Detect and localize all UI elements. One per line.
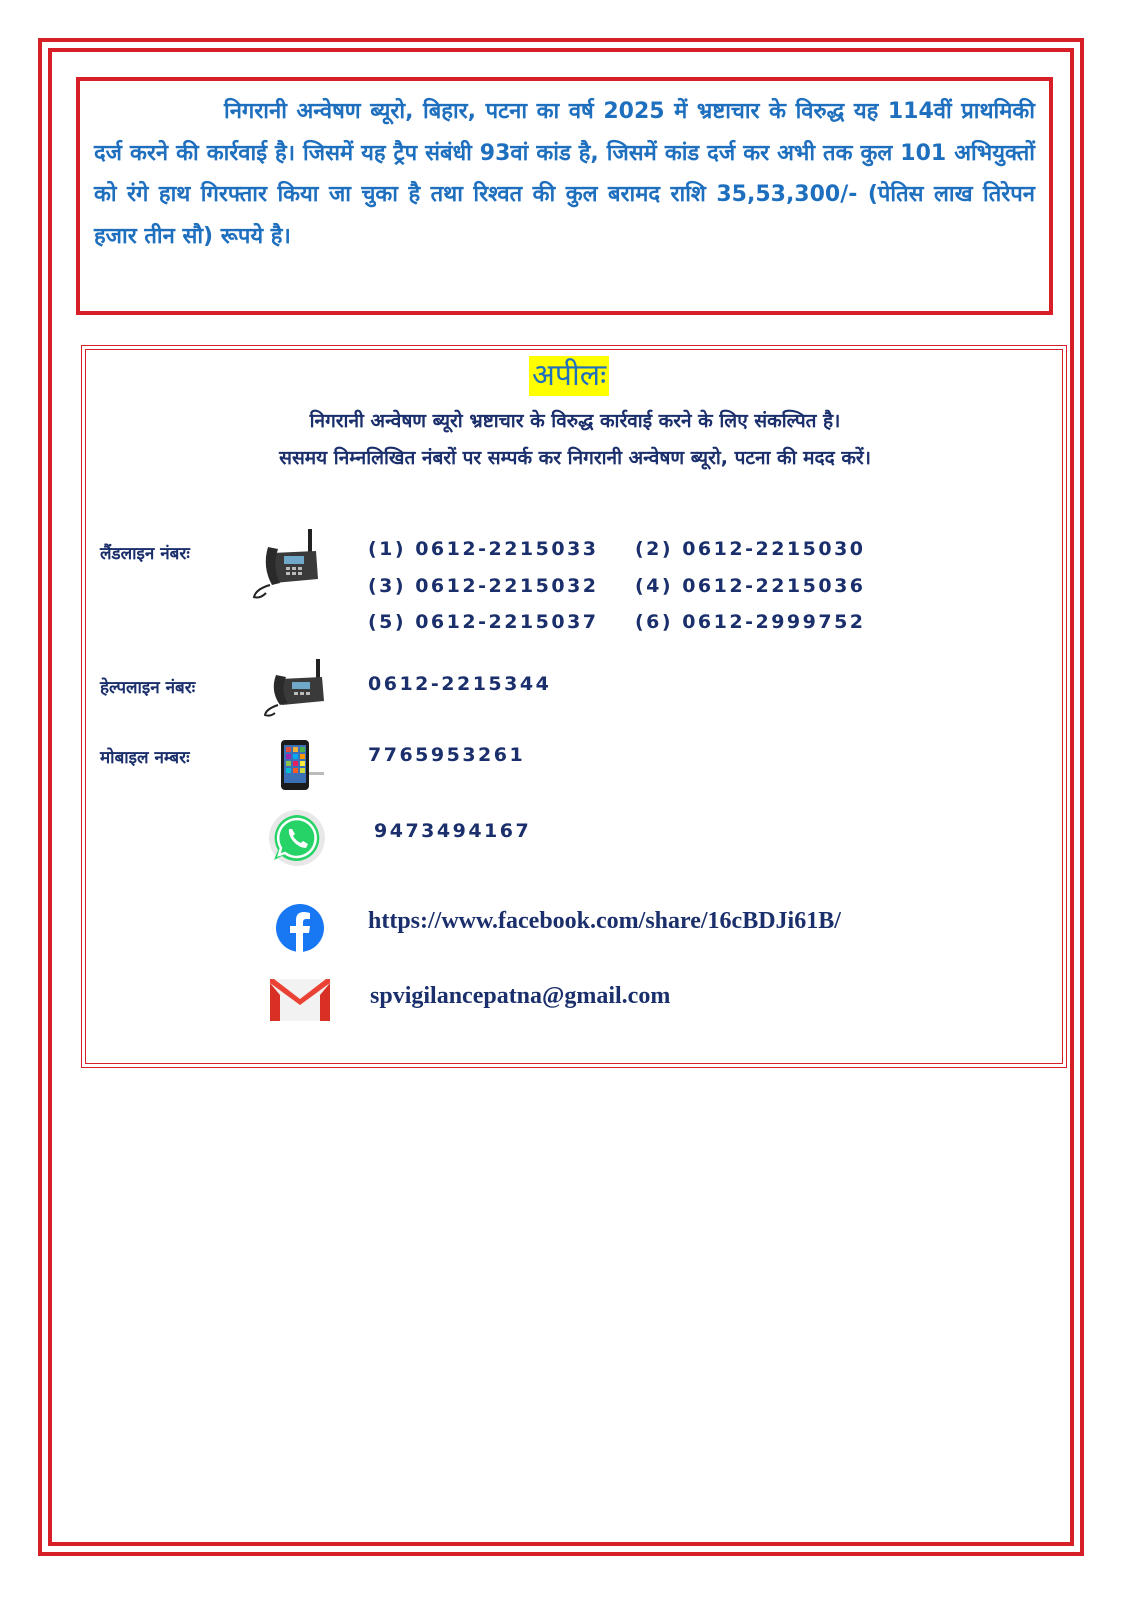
desk-phone-icon [262,657,328,719]
mobile-label: मोबाइल नम्बरः [100,748,190,768]
landline-number[interactable]: (2) 0612-2215030 [635,538,866,560]
appeal-line-2: ससमय निम्नलिखित नंबरों पर सम्पर्क कर निगरानी अन्वेषण ब्यूरो, पटना की मदद करें। [279,447,871,469]
desk-phone-icon [250,527,322,601]
facebook-link[interactable]: https://www.facebook.com/share/16cBDJi61B/ [368,908,841,934]
facebook-icon [274,902,326,954]
whatsapp-icon [266,808,328,870]
landline-number[interactable]: (4) 0612-2215036 [635,575,866,597]
landline-number[interactable]: (6) 0612-2999752 [635,611,866,633]
helpline-label: हेल्पलाइन नंबरः [100,678,196,698]
landline-number[interactable]: (3) 0612-2215032 [368,575,599,597]
whatsapp-number[interactable]: 9473494167 [374,820,532,842]
appeal-title: अपीलः [529,356,609,396]
landline-label: लैंडलाइन नंबरः [100,544,190,564]
email-link[interactable]: spvigilancepatna@gmail.com [370,983,671,1009]
landline-number[interactable]: (1) 0612-2215033 [368,538,599,560]
gmail-icon [268,977,332,1023]
helpline-number[interactable]: 0612-2215344 [368,673,552,695]
statement-box [76,77,1053,315]
landline-number[interactable]: (5) 0612-2215037 [368,611,599,633]
mobile-number[interactable]: 7765953261 [368,744,526,766]
smartphone-icon [278,738,326,792]
appeal-line-1: निगरानी अन्वेषण ब्यूरो भ्रष्टाचार के विरुद्ध कार्रवाई करने के लिए संकल्पित है। [309,410,841,432]
statement-text: निगरानी अन्वेषण ब्यूरो, बिहार, पटना का वर्ष 2025 में भ्रष्टाचार के विरुद्ध यह 114वीं प्राथमिकी दर्ज करने की कार्रवाई है। जिसमें यह ट्रैप संबंधी 93वां कांड है, जिसमें कांड दर्ज कर अभी तक कुल 101 अभियुक्तों को रंगे हाथ गिरफ्तार किया जा चुका है तथा रिश्वत की कुल बरामद राशि 35,53,300/- (पेतिस लाख तिरेपन हजार तीन सौ) रूपये है। [94,99,1035,249]
